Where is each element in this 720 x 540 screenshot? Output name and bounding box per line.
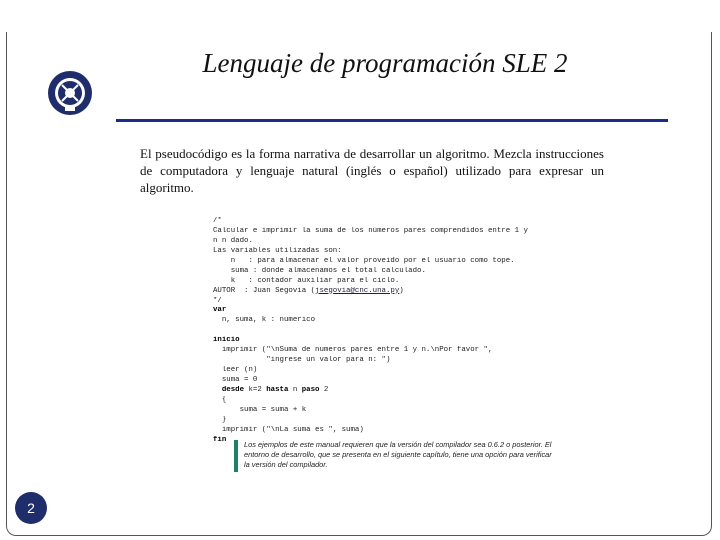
code-text: k : contador auxiliar para el ciclo. [213,276,400,285]
code-text: 2 [319,385,329,394]
code-text: Calcular e imprimir la suma de los números pares comprendidos entre 1 y [213,226,528,235]
code-line [213,316,543,326]
code-text: imprimir ("\nSuma de numeros pares entre 1 y n.\nPor favor ", [213,346,493,355]
code-line [213,267,543,277]
code-line [213,376,543,386]
code-text: suma = 0 [213,376,258,384]
code-line [213,217,543,227]
code-keyword: fin [213,435,227,444]
code-keyword: paso [301,385,320,394]
code-line [213,396,543,406]
code-line [213,287,543,297]
code-text: imprimir ("\nLa suma es ", suma) [213,425,364,434]
code-line [213,346,543,356]
code-keyword: var [213,306,227,315]
code-text: /* [213,217,222,225]
code-keyword: hasta [266,385,289,394]
code-line [213,336,543,346]
code-text: suma = suma + k [213,405,307,414]
page-number-badge: 2 [15,492,47,524]
code-line [213,356,543,366]
code-text: AUTOR : Juan Segovia ( [213,286,316,295]
slide-title: Lenguaje de programación SLE 2 [202,48,568,78]
code-text: */ [213,296,222,305]
code-text: leer (n) [213,366,258,375]
code-text: k=2 [244,385,267,394]
university-seal-logo [47,70,93,116]
code-text: n [288,385,302,394]
code-example [213,217,543,446]
code-text: n n dado. [213,236,253,245]
code-text: "ingrese un valor para n: ") [213,356,391,365]
code-line [213,237,543,247]
code-line [213,227,543,237]
author-email: jsegovia@cnc.una.py [315,286,400,295]
code-line [213,297,543,307]
code-line [213,306,543,316]
code-text: { [213,395,227,404]
compiler-version-note: Los ejemplos de este manual requieren que la versión del compilador sea 0.6.2 o posterior. El entorno de desarrollo, que se presenta en el siguiente capítulo, tiene una opción para verificar la versión del compilador. [234,440,556,472]
code-line [213,406,543,416]
code-line [213,257,543,267]
code-line [213,426,543,436]
code-text: Las variables utilizadas son: [213,246,342,255]
code-text: } [213,415,227,424]
code-text: n : para almacenar el valor proveido por el usuario como tope. [213,256,515,265]
intro-paragraph: El pseudocódigo es la forma narrativa de desarrollar un algoritmo. Mezcla instrucciones de computadora y lenguaje natural (inglés o español) utilizado para expresar un algoritmo. [140,146,604,195]
code-line [213,386,543,396]
code-line [213,416,543,426]
title-divider [116,119,668,122]
code-text: ) [399,286,404,295]
code-line [213,277,543,287]
code-line [213,326,543,336]
code-text: n, suma, k : numerico [213,316,316,325]
code-text: suma : donde almacenamos el total calculado. [213,266,426,275]
code-keyword: desde [213,385,245,394]
code-keyword: inicio [213,336,240,345]
code-line [213,247,543,257]
code-line [213,366,543,376]
